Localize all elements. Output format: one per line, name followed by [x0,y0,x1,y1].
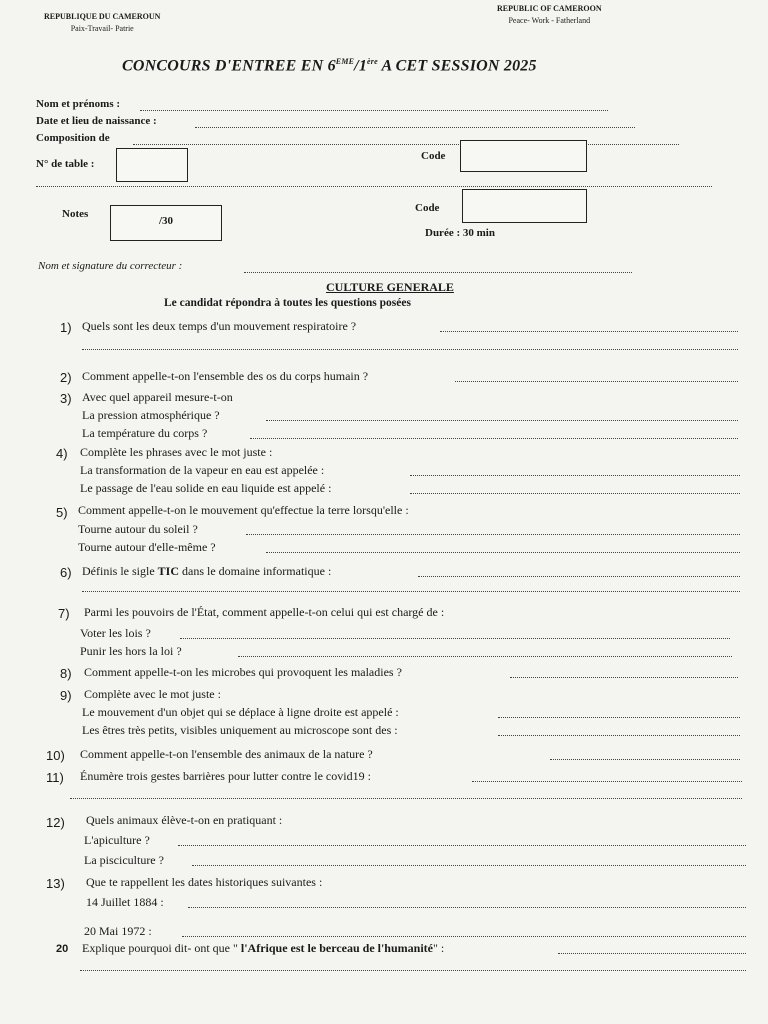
answer-line[interactable] [418,576,740,577]
code2-box[interactable] [462,189,587,223]
sub-question: Punir les hors la loi ? [80,644,182,658]
name-label: Nom et prénoms : [36,98,121,110]
question-text: Quels sont les deux temps d'un mouvement respiratoire ? [82,319,357,333]
name-field[interactable] [140,110,608,111]
section-title: CULTURE GENERALE [326,280,454,294]
question-number: 8) [60,666,72,681]
code2-label: Code [415,202,440,214]
sub-question: La pisciculture ? [84,853,164,867]
header-left-line1: REPUBLIQUE DU CAMEROUN [44,12,161,21]
table-number-label: N° de table : [36,158,95,170]
answer-line[interactable] [182,936,746,937]
sub-question: Voter les lois ? [80,626,151,640]
answer-line[interactable] [498,717,740,718]
question-number: 4) [56,446,68,461]
title-before: CONCOURS D'ENTREE EN 6 [122,57,336,75]
answer-line[interactable] [70,798,742,799]
answer-line[interactable] [498,735,740,736]
score-value: /30 [158,215,174,227]
sub-question: La pression atmosphérique ? [82,408,220,422]
composition-field[interactable] [133,144,679,145]
answer-line[interactable] [80,970,746,971]
question-number: 13) [46,876,65,891]
title-sup2: ère [367,57,378,66]
code-box[interactable] [460,140,587,172]
question-text [82,564,331,579]
sub-question: 14 Juillet 1884 : [86,895,164,909]
question-text: Quels animaux élève-t-on en pratiquant : [86,813,283,827]
header-right [497,3,602,27]
answer-line[interactable] [266,552,740,553]
code-label: Code [421,150,446,162]
question-number: 10) [46,748,65,763]
title-after: A CET SESSION 2025 [377,57,537,75]
question-text: Complète avec le mot juste : [84,687,221,701]
duration-label: Durée : 30 min [425,227,495,239]
question-text: Parmi les pouvoirs de l'État, comment appelle-t-on celui qui est chargé de : [84,605,445,619]
answer-line[interactable] [82,349,738,350]
question-number: 2) [60,370,72,385]
question-text-part: Définis le sigle [82,564,158,578]
question-number: 20 [56,943,69,955]
question-text-part: Explique pourquoi dit- ont que " [82,941,241,955]
question-number: 3) [60,391,72,406]
question-text-emphasis: l'Afrique est le berceau de l'humanité [240,941,433,955]
question-number: 11) [46,770,64,785]
question-text: Comment appelle-t-on le mouvement qu'effectue la terre lorsqu'elle : [78,503,409,517]
question-number: 6) [60,565,72,580]
corrector-field[interactable] [244,272,632,273]
answer-line[interactable] [188,907,746,908]
answer-line[interactable] [510,677,738,678]
answer-line[interactable] [250,438,738,439]
sub-question: La transformation de la vapeur en eau est appelée : [80,463,325,477]
corrector-label: Nom et signature du correcteur : [38,260,183,272]
answer-line[interactable] [192,865,746,866]
header-right-line1: REPUBLIC OF CAMEROON [497,4,602,13]
table-number-box[interactable] [116,148,188,182]
question-text: Avec quel appareil mesure-t-on [82,390,233,404]
answer-line[interactable] [472,781,742,782]
answer-line[interactable] [82,591,740,592]
exam-title [122,57,537,75]
sub-question: 20 Mai 1972 : [84,924,152,938]
question-text: Comment appelle-t-on l'ensemble des os du corps humain ? [82,369,369,383]
answer-line[interactable] [266,420,738,421]
answer-line[interactable] [238,656,732,657]
question-number: 7) [58,606,70,621]
header-left-line2: Paix-Travail- Patrie [70,24,134,33]
question-text: Que te rappellent les dates historiques suivantes : [86,875,323,889]
answer-line[interactable] [455,381,738,382]
question-text: Complète les phrases avec le mot juste : [80,445,273,459]
question-number: 12) [46,815,65,830]
question-text: Énumère trois gestes barrières pour lutter contre le covid19 : [80,769,371,783]
sub-question: Le mouvement d'un objet qui se déplace à ligne droite est appelé : [82,705,399,719]
question-text-part: dans le domaine informatique : [179,564,332,578]
answer-line[interactable] [410,493,740,494]
answer-line[interactable] [440,331,738,332]
notes-label: Notes [62,208,89,220]
question-text-part: " : [432,941,445,955]
score-box[interactable] [110,205,222,241]
sub-question: Les êtres très petits, visibles uniquement au microscope sont des : [82,723,398,737]
sub-question: Le passage de l'eau solide en eau liquide est appelé : [80,481,332,495]
question-text: Comment appelle-t-on les microbes qui provoquent les maladies ? [84,665,402,679]
answer-line[interactable] [558,953,746,954]
title-sup1: EME [335,57,355,66]
header-left [44,11,160,35]
title-mid: /1 [354,57,368,75]
question-text: Comment appelle-t-on l'ensemble des animaux de la nature ? [80,747,373,761]
sub-question: La température du corps ? [82,426,208,440]
birth-field[interactable] [195,127,635,128]
question-number: 5) [56,505,68,520]
instruction-text: Le candidat répondra à toutes les questions posées [164,297,411,309]
cut-line [36,186,712,187]
question-text [82,941,444,956]
sub-question: Tourne autour d'elle-même ? [78,540,216,554]
sub-question: Tourne autour du soleil ? [78,522,198,536]
birth-label: Date et lieu de naissance : [36,115,157,127]
answer-line[interactable] [178,845,746,846]
answer-line[interactable] [246,534,740,535]
question-number: 1) [60,320,72,335]
question-number: 9) [60,688,72,703]
composition-label: Composition de [36,132,110,144]
header-right-line2: Peace- Work - Fatherland [508,16,591,25]
answer-line[interactable] [550,759,740,760]
answer-line[interactable] [180,638,730,639]
sub-question: L'apiculture ? [84,833,150,847]
question-text-emphasis: TIC [157,564,179,578]
answer-line[interactable] [410,475,740,476]
